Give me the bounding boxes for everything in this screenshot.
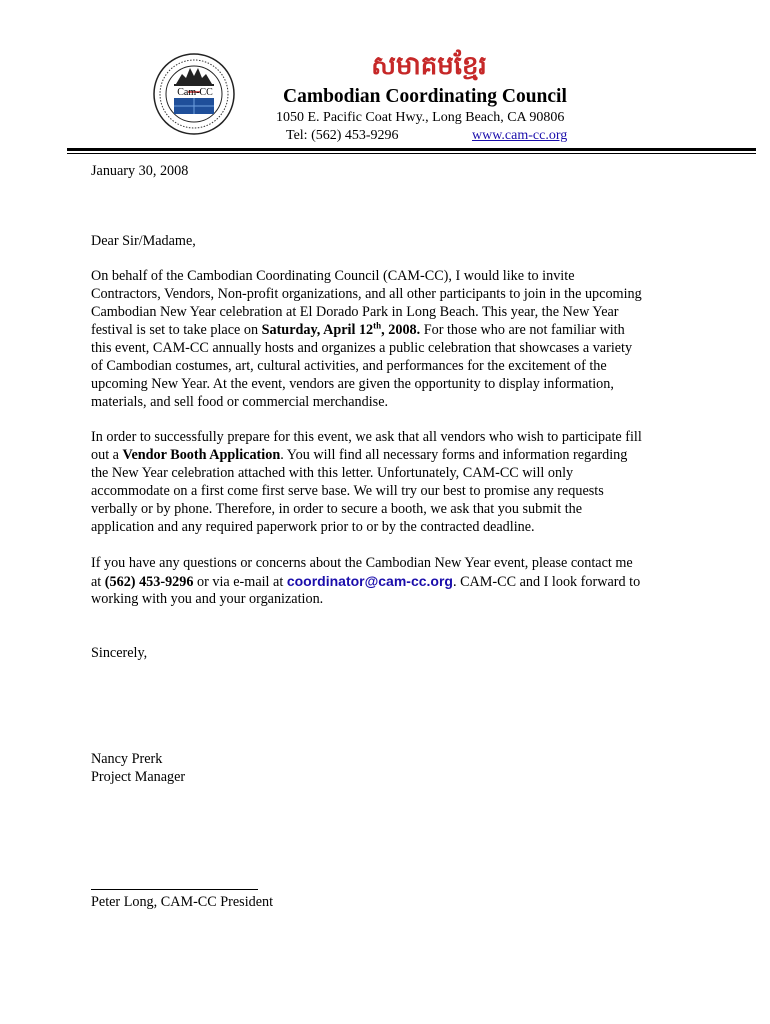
logo-text: Cam-CC bbox=[177, 87, 213, 98]
text-line: If you have any questions or concerns about the Cambodian New Year event, please contact me bbox=[91, 555, 633, 571]
vendor-booth-application: Vendor Booth Application bbox=[122, 447, 281, 463]
text-run: out a bbox=[91, 447, 123, 463]
event-date bbox=[262, 322, 421, 338]
text-line: of Cambodian costumes, art, cultural activities, and performances for the excitement of the bbox=[91, 358, 607, 374]
text-run: For those who are not familiar with bbox=[420, 322, 625, 338]
contact-phone: (562) 453-9296 bbox=[104, 574, 194, 590]
event-date-day: Saturday, April 12 bbox=[261, 322, 374, 338]
text-line: this event, CAM-CC annually hosts and organizes a public celebration that showcases a variety bbox=[91, 340, 633, 356]
signer-name: Nancy Prerk bbox=[91, 751, 163, 767]
text-run: festival is set to take place on bbox=[91, 322, 262, 338]
org-address: 1050 E. Pacific Coat Hwy., Long Beach, CA 90806 bbox=[276, 110, 565, 125]
text-run: or via e-mail at bbox=[193, 574, 287, 590]
org-website-link[interactable]: www.cam-cc.org bbox=[472, 128, 568, 143]
text-line bbox=[91, 322, 625, 340]
text-run: . You will find all necessary forms and information regarding bbox=[280, 447, 628, 463]
text-line: In order to successfully prepare for this event, we ask that all vendors who wish to participate fill bbox=[91, 429, 642, 445]
event-date-year: , 2008. bbox=[381, 322, 421, 338]
org-name: Cambodian Coordinating Council bbox=[283, 86, 567, 107]
letterhead-divider-thin bbox=[67, 153, 756, 154]
council-logo-seal bbox=[152, 52, 236, 136]
signature-line bbox=[91, 889, 258, 890]
text-line: upcoming New Year. At the event, vendors are given the opportunity to display information, bbox=[91, 376, 614, 392]
letter-date: January 30, 2008 bbox=[91, 163, 189, 179]
org-phone: Tel: (562) 453-9296 bbox=[286, 128, 399, 143]
khmer-org-name-text: សមាគមខ្មែរ bbox=[371, 51, 487, 81]
salutation: Dear Sir/Madame, bbox=[91, 233, 196, 249]
letterhead-divider bbox=[67, 148, 756, 151]
president-signature: Peter Long, CAM-CC President bbox=[91, 894, 274, 910]
text-line: application and any required paperwork prior to or by the contracted deadline. bbox=[91, 519, 535, 535]
text-line: accommodate on a first come first serve base. We will try our best to promise any requests bbox=[91, 483, 604, 499]
closing: Sincerely, bbox=[91, 645, 148, 661]
text-line bbox=[91, 447, 627, 465]
text-line: On behalf of the Cambodian Coordinating Council (CAM-CC), I would like to invite bbox=[91, 268, 575, 284]
text-line bbox=[91, 573, 640, 592]
text-line: working with you and your organization. bbox=[91, 591, 324, 607]
khmer-org-name bbox=[340, 48, 518, 82]
contact-email-link[interactable]: coordinator@cam-cc.org bbox=[286, 573, 453, 589]
text-line: Cambodian New Year celebration at El Dorado Park in Long Beach. This year, the New Year bbox=[91, 304, 619, 320]
text-line: materials, and sell food or commercial merchandise. bbox=[91, 394, 389, 410]
signer-title: Project Manager bbox=[91, 769, 186, 785]
text-run: . CAM-CC and I look forward to bbox=[452, 574, 641, 590]
text-line: the New Year celebration attached with this letter. Unfortunately, CAM-CC will only bbox=[91, 465, 574, 481]
event-date-suffix: th bbox=[373, 320, 382, 331]
text-line: verbally or by phone. Therefore, in order to secure a booth, we ask that you submit the bbox=[91, 501, 583, 517]
text-line: Contractors, Vendors, Non-profit organizations, and all other participants to join in the upcoming bbox=[91, 286, 642, 302]
text-run: at bbox=[91, 574, 105, 590]
